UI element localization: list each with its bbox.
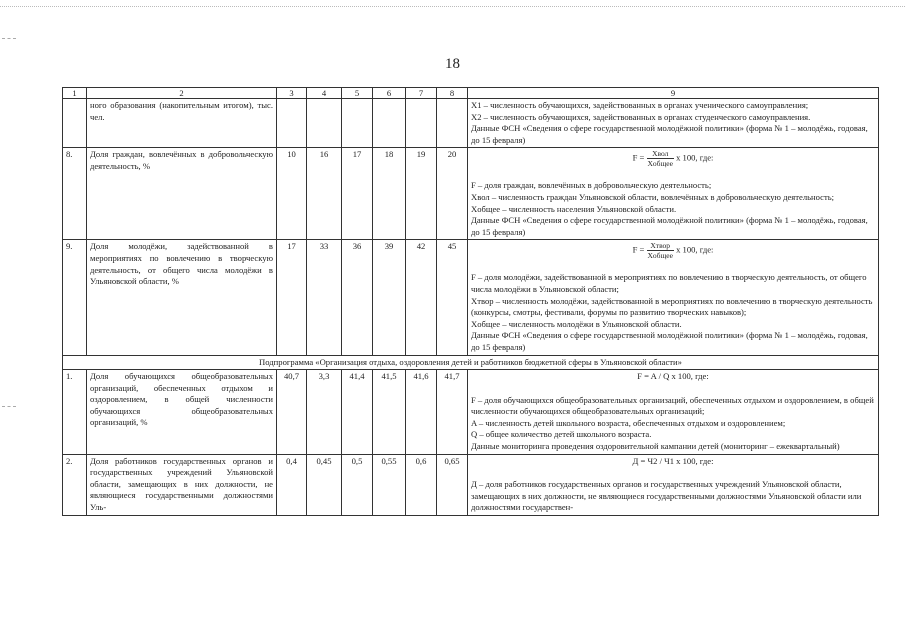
indicator-value: 10 (277, 148, 307, 240)
indicator-value: 0,6 (406, 454, 437, 515)
indicator-value: 17 (277, 240, 307, 355)
row-number: 2. (63, 454, 87, 515)
indicator-value: 20 (437, 148, 468, 240)
column-header-row (63, 88, 879, 99)
table-row (63, 370, 879, 455)
indicator-value: 41,5 (373, 370, 406, 455)
column-header: 1 (63, 88, 87, 99)
indicator-method: X1 – численность обучающихся, задействованных в органах ученического самоуправления; X2 – численность обучающихся, задействованных в органах студенческого самоуправления. Данные ФСН «Сведения о сфере государственной молодёжной политики» (форма № 1 – молодёжь, годовая, до 15 февраля) (468, 99, 879, 148)
indicator-value: 16 (307, 148, 342, 240)
indicators-table (62, 87, 879, 516)
indicator-value: 40,7 (277, 370, 307, 455)
indicator-value: 45 (437, 240, 468, 355)
formula: F = $\frac{\text{Xтвор}}{\text{Xобщее}}$ x 100, где: (632, 241, 714, 261)
column-header: 8 (437, 88, 468, 99)
table-row-continuation (63, 99, 879, 148)
indicator-method: F = $\frac{\text{Xвол}}{\text{Xобщее}}$ x 100, где: F – доля граждан, вовлечённых в добровольческую деятельность; Xвол – численность граждан Ульяновской области, вовлечённых в добровольческую деятельность; Xобщее – численность населения Ульяновской области. Данные ФСН «Сведения о сфере государственной молодёжной политики» (форма № 1 – молодёжь, годовая, до 15 февраля) (468, 148, 879, 240)
indicator-value: 41,7 (437, 370, 468, 455)
indicator-name: Доля обучающихся общеобразовательных организаций, обеспеченных отдыхом и оздоровлением, в общей численности обучающихся общеобразовательных организаций, % (87, 370, 277, 455)
indicator-method: F = A / Q x 100, где: F – доля обучающихся общеобразовательных организаций, обеспеченных отдыхом и оздоровлением, в общей численности обучающихся общеобразовательных организаций; A – численность детей школьного возраста, обеспеченных отдыхом и оздоровлением; Q – общее количество детей школьного возраста. Данные мониторинга проведения оздоровительной кампании детей (мониторинг – ежеквартальный) (468, 370, 879, 455)
table-row (63, 454, 879, 515)
indicator-name: Доля граждан, вовлечённых в добровольческую деятельность, % (87, 148, 277, 240)
scan-margin-mark (2, 38, 16, 39)
row-number: 8. (63, 148, 87, 240)
scan-artifact-line (0, 6, 905, 9)
column-header: 9 (468, 88, 879, 99)
formula: Д = Ч2 / Ч1 x 100, где: (632, 455, 714, 466)
indicator-value: 0,65 (437, 454, 468, 515)
table-row (63, 240, 879, 355)
indicator-value: 3,3 (307, 370, 342, 455)
indicator-method: F = $\frac{\text{Xтвор}}{\text{Xобщее}}$ x 100, где: F – доля молодёжи, задействованной в мероприятиях по вовлечению в творческую деятельность, от общего числа молодёжи в Ульяновской области; Xтвор – численность молодёжи, задействованной в мероприятиях по вовлечению в творческую деятельность (конкурсы, смотры, фестивали, форумы по развитию творческих навыков); Xобщее – численность молодёжи в Ульяновской области. Данные ФСН «Сведения о сфере государственной молодёжной политики» (форма № 1 – молодёжь, годовая, до 15 февраля) (468, 240, 879, 355)
subprogram-title: Подпрограмма «Организация отдыха, оздоровления детей и работников бюджетной сферы в Ульяновской области» (63, 355, 879, 370)
indicator-value: 42 (406, 240, 437, 355)
indicator-value: 41,6 (406, 370, 437, 455)
indicator-value: 41,4 (342, 370, 373, 455)
indicator-value: 18 (373, 148, 406, 240)
column-header: 5 (342, 88, 373, 99)
formula-fraction: $\frac{\text{Xтвор}}{\text{Xобщее}}$ (647, 241, 673, 261)
formula: F = $\frac{\text{Xвол}}{\text{Xобщее}}$ x 100, где: (632, 149, 714, 169)
indicator-value: 0,4 (277, 454, 307, 515)
indicator-name: ного образования (накопительным итогом), тыс. чел. (87, 99, 277, 148)
row-number: 1. (63, 370, 87, 455)
indicator-value: 17 (342, 148, 373, 240)
column-header: 4 (307, 88, 342, 99)
indicator-value: 0,45 (307, 454, 342, 515)
column-header: 7 (406, 88, 437, 99)
row-number: 9. (63, 240, 87, 355)
column-header: 6 (373, 88, 406, 99)
formula: F = A / Q x 100, где: (637, 371, 709, 382)
indicator-name: Доля молодёжи, задействованной в мероприятиях по вовлечению в творческую деятельность, от общего числа молодёжи в Ульяновской области, % (87, 240, 277, 355)
column-header: 3 (277, 88, 307, 99)
indicator-value: 0,55 (373, 454, 406, 515)
indicator-name: Доля работников государственных органов и государственных учреждений Ульяновской области, замещающих в них должности, не являющиеся государственными должностями Уль- (87, 454, 277, 515)
subprogram-row (63, 355, 879, 370)
scan-margin-mark (2, 406, 16, 407)
table-row (63, 148, 879, 240)
page-number: 18 (445, 56, 460, 72)
indicator-value: 39 (373, 240, 406, 355)
indicator-value: 0,5 (342, 454, 373, 515)
indicator-value: 19 (406, 148, 437, 240)
indicator-method: Д = Ч2 / Ч1 x 100, где: Д – доля работников государственных органов и государственных учреждений Ульяновской области, замещающих в них должности, не являющиеся государственными должностями Ульяновской области или должностями государствен- (468, 454, 879, 515)
column-header: 2 (87, 88, 277, 99)
indicator-value: 33 (307, 240, 342, 355)
formula-fraction: $\frac{\text{Xвол}}{\text{Xобщее}}$ (647, 149, 673, 169)
indicator-value: 36 (342, 240, 373, 355)
